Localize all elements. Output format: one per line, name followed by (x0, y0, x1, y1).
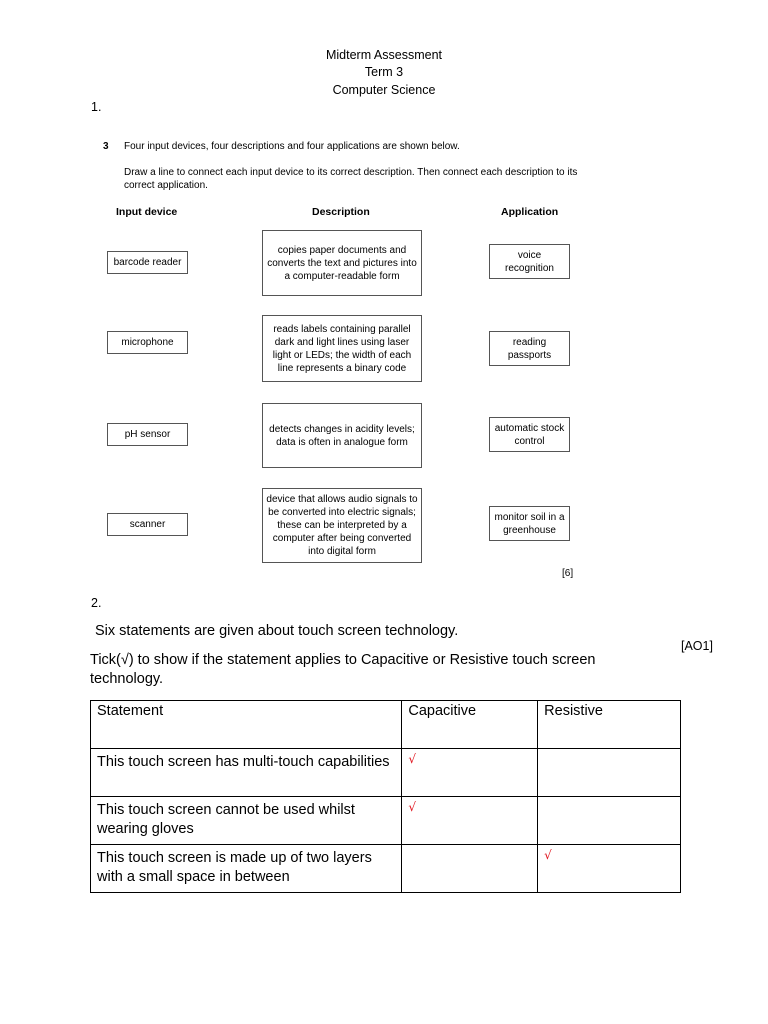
tick-mark: √ (544, 848, 552, 862)
question-2-number: 2. (91, 596, 102, 610)
tick-mark: √ (408, 752, 416, 766)
header-resistive: Resistive (538, 701, 681, 749)
col-application: Application (501, 206, 559, 218)
header-capacitive: Capacitive (402, 701, 538, 749)
table-row (91, 845, 681, 893)
table-row (91, 749, 681, 797)
sub-question-number: 3 (103, 141, 109, 152)
col-description: Description (312, 206, 370, 218)
question-1-number: 1. (91, 100, 102, 114)
resistive-cell[interactable] (538, 749, 681, 797)
doc-term: Term 3 (364, 65, 404, 79)
capacitive-cell[interactable] (402, 749, 538, 797)
description-box: detects changes in acidity levels; data is often in analogue form (262, 403, 422, 468)
capacitive-cell[interactable] (402, 845, 538, 893)
application-box: monitor soil in a greenhouse (489, 506, 570, 541)
question-1-marks: [6] (562, 568, 574, 579)
description-box: copies paper documents and converts the text and pictures into a computer-readable form (262, 230, 422, 296)
description-box: reads labels containing parallel dark and light lines using laser light or LEDs; the width of each line represents a binary code (262, 315, 422, 382)
statement-cell: This touch screen is made up of two layers with a small space in between (91, 845, 402, 893)
application-box: voice recognition (489, 244, 570, 279)
resistive-cell[interactable] (538, 797, 681, 845)
question-2-instruction: Tick(√) to show if the statement applies to Capacitive or Resistive touch screen technology. (90, 652, 596, 687)
question-1-intro: Four input devices, four descriptions and four applications are shown below. (124, 141, 460, 152)
statement-cell: This touch screen cannot be used whilst wearing gloves (91, 797, 402, 845)
resistive-cell[interactable] (538, 845, 681, 893)
touch-screen-table (90, 700, 681, 893)
input-device-box: barcode reader (107, 251, 188, 274)
tick-mark: √ (408, 800, 416, 814)
statement-cell: This touch screen has multi-touch capabilities (91, 749, 402, 797)
application-box: reading passports (489, 331, 570, 366)
question-1-instruction: Draw a line to connect each input device to its correct description. Then connect each description to its correct application. (124, 167, 578, 191)
header-statement: Statement (91, 701, 402, 749)
description-box: device that allows audio signals to be converted into electric signals; these can be interpreted by a computer after being converted into digital form (262, 488, 422, 563)
doc-subject: Computer Science (332, 83, 436, 97)
application-box: automatic stock control (489, 417, 570, 452)
capacitive-cell[interactable] (402, 797, 538, 845)
table-header-row (91, 701, 681, 749)
col-input-device: Input device (116, 206, 178, 218)
input-device-box: microphone (107, 331, 188, 354)
assessment-objective: [AO1] (681, 639, 713, 653)
question-2-intro: Six statements are given about touch screen technology. (95, 623, 459, 639)
table-row (91, 797, 681, 845)
input-device-box: pH sensor (107, 423, 188, 446)
doc-title: Midterm Assessment (325, 48, 442, 62)
input-device-box: scanner (107, 513, 188, 536)
